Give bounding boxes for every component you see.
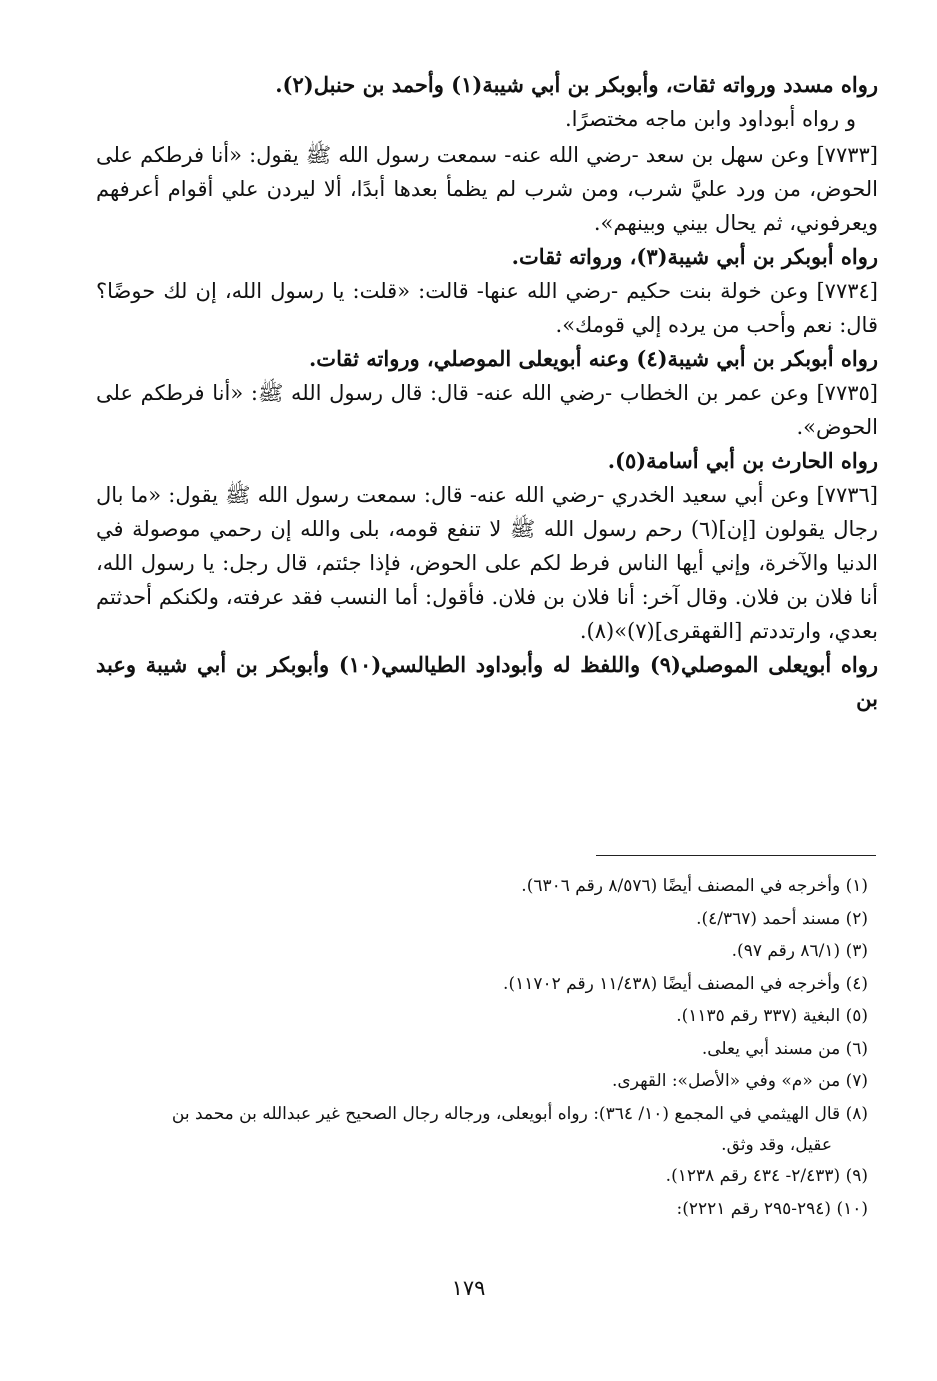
footnote-divider	[596, 855, 876, 856]
source-note-2: و رواه أبوداود وابن ماجه مختصرًا.	[565, 107, 856, 131]
footnote-10: (١٠) (٢٩٤-٢٩٥ رقم ٢٢٢١):	[676, 1198, 868, 1219]
source-7733: رواه أبوبكر بن أبي شيبة(٣)، ورواته ثقات.	[511, 244, 878, 269]
main-text	[96, 68, 878, 716]
footnote-6: (٦) من مسند أبي يعلى.	[701, 1038, 868, 1059]
footnote-2: (٢) مسند أحمد (٤/٣٦٧).	[696, 908, 868, 929]
footnotes	[96, 870, 878, 1225]
source-7735: رواه الحارث بن أبي أسامة(٥).	[607, 448, 878, 473]
hadith-7734: [٧٧٣٤] وعن خولة بنت حكيم -رضي الله عنها- قالت: «قلت: يا رسول الله، إن لك حوضًا؟ قال: نعم وأحب من يرده إلي قومك».	[96, 279, 878, 337]
footnote-4: (٤) وأخرجه في المصنف أيضًا (١١/٤٣٨ رقم ١١٧٠٢).	[503, 973, 868, 994]
source-7736: رواه أبويعلى الموصلي(٩) واللفظ له وأبوداود الطيالسي(١٠) وأبوبكر بن أبي شيبة وعبد بن	[96, 652, 878, 711]
hadith-7736: [٧٧٣٦] وعن أبي سعيد الخدري -رضي الله عنه- قال: سمعت رسول الله ﷺ يقول: «ما بال رجال يقولون [إن](٦) رحم رسول الله ﷺ لا تنفع قومه، بلى والله إن رحمي موصولة في الدنيا والآخرة، وإني أيها الناس فرط لكم على الحوض، فإذا جئتم، قال رجل: يا رسول الله، أنا فلان بن فلان. وقال آخر: أنا فلان بن فلان. فأقول: أما النسب فقد عرفته، ولكنكم أحدثتم بعدي، وارتددتم [القهقرى](٧)»(٨).	[96, 483, 878, 643]
hadith-7733: [٧٧٣٣] وعن سهل بن سعد -رضي الله عنه- سمعت رسول الله ﷺ يقول: «أنا فرطكم على الحوض، من ورد عليَّ شرب، ومن شرب لم يظمأ بعدها أبدًا، ألا ليردن علي أقوام أعرفهم ويعرفوني، ثم يحال بيني وبينهم».	[96, 143, 878, 235]
footnote-8-continuation: عقيل، وقد وثق.	[721, 1135, 832, 1155]
footnote-1: (١) وأخرجه في المصنف أيضًا (٨/٥٧٦ رقم ٦٣٠٦).	[521, 876, 868, 896]
footnote-5: (٥) البغية (٣٣٧ رقم ١١٣٥).	[676, 1006, 868, 1026]
footnote-7: (٧) من «م» وفي «الأصل»: القهرى.	[612, 1071, 868, 1091]
footnote-8-text: (٨) قال الهيثمي في المجمع (١٠/ ٣٦٤): رواه أبويعلى، ورجاله رجال الصحيح غير عبدالله بن محمد بن	[171, 1103, 868, 1124]
source-7734: رواه أبوبكر بن أبي شيبة(٤) وعنه أبويعلى الموصلي، ورواته ثقات.	[309, 346, 878, 371]
footnote-8	[96, 1098, 878, 1161]
footnote-9: (٩) (٢/٤٣٣- ٤٣٤ رقم ١٢٣٨).	[665, 1166, 868, 1186]
page-number: ١٧٩	[451, 1276, 486, 1300]
footnote-3: (٣) (٨٦/١ رقم ٩٧).	[731, 941, 868, 961]
source-note-1: رواه مسدد ورواته ثقات، وأبوبكر بن أبي شيبة(١) وأحمد بن حنبل(٢).	[275, 72, 878, 97]
hadith-7735: [٧٧٣٥] وعن عمر بن الخطاب -رضي الله عنه- قال: قال رسول الله ﷺ: «أنا فرطكم على الحوض».	[96, 381, 878, 439]
